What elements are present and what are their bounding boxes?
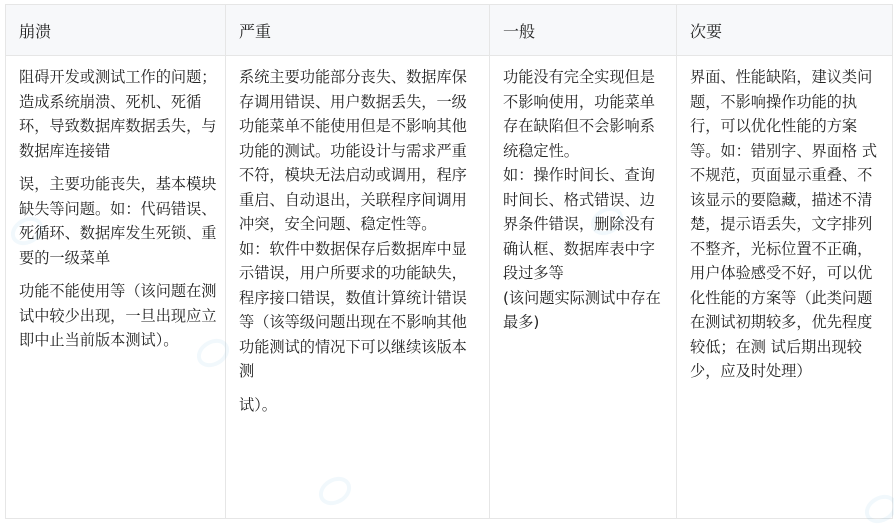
header-minor: 次要 [677,5,893,56]
general-paragraph-1: 功能没有完全实现但是不影响使用，功能菜单存在缺陷但不会影响系统稳定性。 [503,68,655,160]
general-paragraph-2: 如：操作时间长、查询时间长、格式错误、边界条件错误，删除没有确认框、数据库表中字段过多等 [503,166,655,282]
description-row [6,56,893,519]
general-paragraph-3: (该问题实际测试中存在最多) [503,288,661,331]
minor-paragraph-1: 界面、性能缺陷，建议类问题，不影响操作功能的执行，可以优化性能的方案等。如：错别字、界面格 式不规范，页面显示重叠、不该显示的要隐藏，描述不清楚，提示语丢失，文字排列不整齐，光标位置不正确，用户体验感受不好，可以优化性能的方案等（此类问题在测试初期较多，优先程度较低；在测 试后期出现较少，应及时处理） [690,68,878,380]
severe-paragraph-3: 试）。 [239,395,277,414]
cell-crash [6,56,226,519]
crash-paragraph-1: 阻碍开发或测试工作的问题；造成系统崩溃、死机、死循环，导致数据库数据丢失，与数据库连接错 [19,68,217,160]
header-row [6,5,893,56]
severe-paragraph-2: 如：软件中数据保存后数据库中显示错误，用户所要求的功能缺失，程序接口错误，数值计算统计错误等（该等级问题出现在不影响其他功能测试的情况下可以继续该版本测 [239,239,467,380]
severe-paragraph-1: 系统主要功能部分丧失、数据库保存调用错误、用户数据丢失，一级功能菜单不能使用但是不影响其他 功能的测试。功能设计与需求严重不符，模块无法启动或调用，程序重启、自动退出，关联程序间调用 冲突，安全问题、稳定性等。 [239,68,467,233]
crash-paragraph-3: 功能不能使用等（该问题在测试中较少出现，一旦出现应立即中止当前版本测试）。 [19,282,217,349]
header-severe: 严重 [226,5,490,56]
cell-minor [677,56,893,519]
header-crash: 崩溃 [6,5,226,56]
defect-severity-table [5,4,893,519]
crash-paragraph-2: 误，主要功能丧失，基本模块缺失等问题。如：代码错误、死循环、数据库发生死锁、重要的一级菜单 [19,175,217,267]
cell-general [490,56,677,519]
header-general: 一般 [490,5,677,56]
cell-severe [226,56,490,519]
